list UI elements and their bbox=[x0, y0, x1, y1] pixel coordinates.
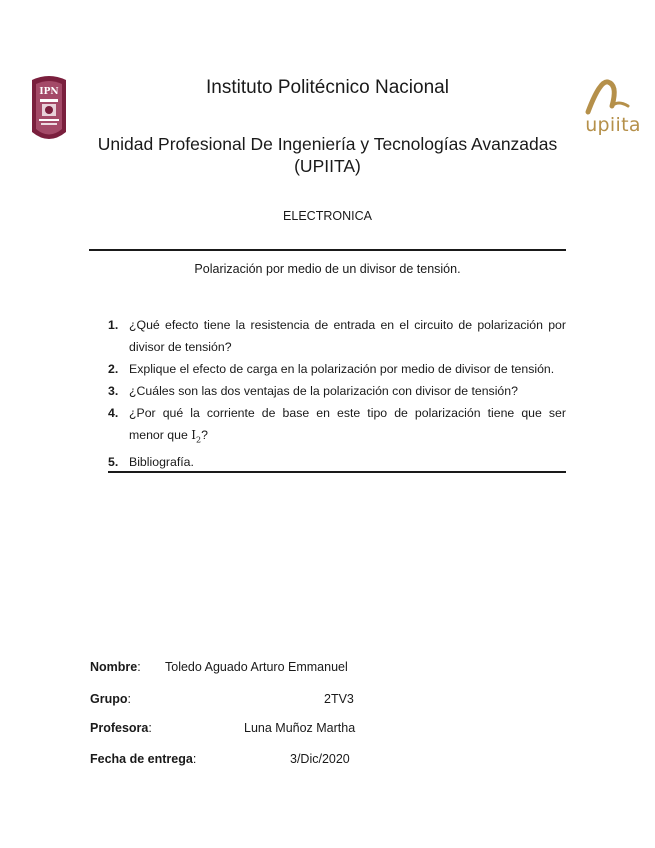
nombre-colon: : bbox=[137, 660, 141, 674]
question-item bbox=[108, 380, 566, 402]
question-text-line1: ¿Por qué la corriente de base en este tipo de polarización tiene que ser bbox=[129, 406, 566, 420]
grupo-colon: : bbox=[127, 692, 131, 706]
question-number: 2. bbox=[108, 362, 119, 376]
profesora-label-text: Profesora bbox=[90, 721, 149, 735]
question-text: ¿Cuáles son las dos ventajas de la polarización con divisor de tensión? bbox=[129, 384, 518, 398]
bottom-divider bbox=[108, 471, 566, 473]
grupo-value: 2TV3 bbox=[324, 692, 354, 706]
nombre-label bbox=[90, 660, 141, 674]
svg-text:IPN: IPN bbox=[39, 87, 59, 97]
question-number: 5. bbox=[108, 455, 119, 470]
question-text-end: ? bbox=[201, 428, 208, 442]
profesora-colon: : bbox=[148, 721, 152, 735]
question-text: Bibliografía. bbox=[129, 455, 194, 470]
nombre-label-text: Nombre bbox=[90, 660, 138, 674]
question-item bbox=[108, 402, 566, 451]
unit-title-line2: (UPIITA) bbox=[294, 156, 361, 176]
grupo-label-text: Grupo bbox=[90, 692, 128, 706]
question-list bbox=[108, 314, 566, 473]
topic-title: Polarización por medio de un divisor de tensión. bbox=[194, 262, 461, 276]
question-number: 1. bbox=[108, 318, 119, 332]
fecha-value: 3/Dic/2020 bbox=[290, 752, 350, 766]
question-item bbox=[108, 314, 566, 358]
question-number: 3. bbox=[108, 384, 119, 398]
question-text: Explique el efecto de carga en la polarización por medio de divisor de tensión. bbox=[129, 362, 555, 376]
top-divider bbox=[89, 249, 566, 251]
unit-title bbox=[80, 133, 575, 177]
unit-title-line1: Unidad Profesional De Ingeniería y Tecnologías Avanzadas bbox=[97, 134, 558, 154]
profesora-label bbox=[90, 721, 152, 735]
fecha-colon: : bbox=[192, 752, 197, 766]
current-symbol bbox=[191, 428, 202, 445]
fecha-label bbox=[90, 752, 196, 766]
institution-title: Instituto Politécnico Nacional bbox=[206, 77, 449, 98]
fecha-label-text: Fecha de entrega bbox=[90, 752, 193, 766]
subject-title: ELECTRONICA bbox=[283, 209, 372, 223]
question-item bbox=[108, 358, 566, 380]
upiita-logo-text: upiita bbox=[585, 114, 641, 136]
grupo-label bbox=[90, 692, 131, 706]
nombre-value: Toledo Aguado Arturo Emmanuel bbox=[165, 660, 348, 674]
current-symbol-subscript: 2 bbox=[195, 435, 202, 445]
question-text: ¿Qué efecto tiene la resistencia de entrada en el circuito de polarización por divisor de tensión? bbox=[129, 318, 566, 354]
question-text-line2: menor que bbox=[129, 428, 192, 442]
question-number: 4. bbox=[108, 406, 119, 420]
current-symbol-letter: I bbox=[191, 428, 196, 442]
profesora-value: Luna Muñoz Martha bbox=[244, 721, 356, 735]
